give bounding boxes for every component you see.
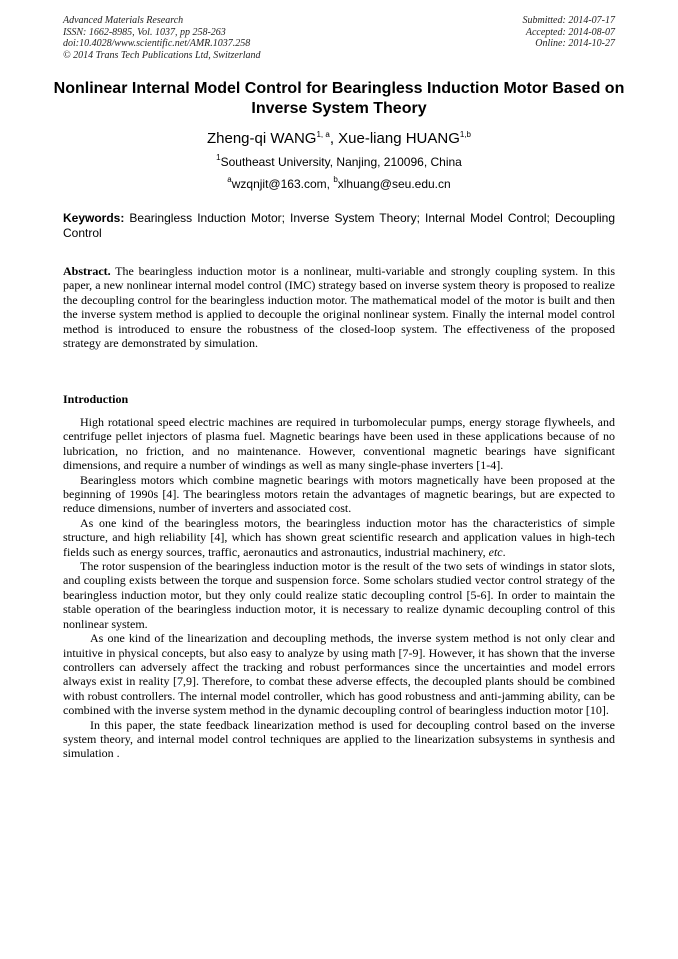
author-1-name: Zheng-qi WANG bbox=[206, 130, 317, 147]
keywords-block bbox=[63, 211, 615, 241]
author-2-name: Xue-liang HUANG bbox=[338, 130, 460, 147]
journal-info bbox=[63, 15, 261, 61]
affiliation-superscript: 1 bbox=[216, 153, 221, 162]
introduction-heading: Introduction bbox=[63, 392, 129, 406]
journal-name: Advanced Materials Research bbox=[63, 15, 184, 26]
paragraph-6: In this paper, the state feedback linearization method is used for decoupling control based on the inverse system theory, and internal model control techniques are applied to the linearization subsystems in synthesis and simulation . bbox=[63, 717, 615, 761]
email-b-superscript: b bbox=[333, 175, 338, 184]
paragraph-3-text: As one kind of the bearingless motors, the bearingless induction motor has the characteristics of simple structure, and high reliability [4], which has shown great scientific research and application values in high-tech fields such as energy sources, traffic, aeronautics and astronautics, industrial machinery, bbox=[63, 515, 615, 559]
abstract-text: The bearingless induction motor is a nonlinear, multi-variable and strongly coupling system. In this paper, a new nonlinear internal model control (IMC) strategy based on inverse system theory is proposed to realize the decoupling control for the bearingless induction motor. The mathematical model of the motor is built and then the inverse system method is applied to decouple the original nonlinear system. Finally the internal model control method is introduced to ensure the robustness of the closed-loop system. The effectiveness of the proposed strategy are demonstrated by simulation. bbox=[63, 264, 615, 351]
author-line bbox=[40, 130, 638, 148]
author-2-superscript: 1,b bbox=[459, 130, 471, 139]
copyright-line: © 2014 Trans Tech Publications Ltd, Switzerland bbox=[63, 49, 261, 61]
affiliation-text: Southeast University, Nanjing, 210096, China bbox=[220, 155, 462, 169]
author-separator: , bbox=[329, 130, 339, 147]
affiliation bbox=[40, 155, 638, 170]
paragraph-2: Bearingless motors which combine magnetic bearings with motors magnetically have been proposed at the beginning of 1990s [4]. The bearingless motors retain the advantages of magnetic bearings, but are expected to reduce dimensions, number of inverters and associated cost. bbox=[63, 472, 615, 516]
paragraph-5: As one kind of the linearization and decoupling methods, the inverse system method is not only clear and intuitive in physical concepts, but also easy to analyze by using math [7-9]. However, it has shown that the inverse controllers can adversely affect the tracking and robust performances since the uncertainties and model errors always exist in reality [7,9]. Therefore, to combat these adverse effects, the decoupled plants should be combined with robust controllers. The internal model controller, which has good robustness and anti-jamming ability, can be combined with the inverse system method in the dynamic decoupling control of bearingless induction motor [10]. bbox=[63, 631, 615, 718]
introduction-body bbox=[63, 415, 615, 761]
email-b[interactable]: xlhuang@seu.edu.cn bbox=[337, 177, 451, 191]
submitted-date: Submitted: 2014-07-17 bbox=[522, 15, 615, 26]
paragraph-4: The rotor suspension of the bearingless induction motor is the result of the two sets of windings in stator slots, and coupling exists between the torque and suspension force. Some scholars studied vector control strategy of the bearingless induction motor, but they only could realize static decoupling control [5-6]. In order to maintain the stable operation of the bearingless induction motor, it is necessary to realize dynamic decoupling control of this nonlinear system. bbox=[63, 559, 615, 631]
accepted-date: Accepted: 2014-08-07 bbox=[525, 26, 615, 38]
email-line bbox=[40, 177, 638, 192]
paper-title: Nonlinear Internal Model Control for Bearingless Induction Motor Based on Inverse System Theory bbox=[53, 80, 625, 117]
author-1-superscript: 1, a bbox=[316, 130, 330, 139]
abstract-block bbox=[63, 264, 615, 350]
doi-line: doi:10.4028/www.scientific.net/AMR.1037.258 bbox=[63, 38, 251, 49]
paragraph-1: High rotational speed electric machines are required in turbomolecular pumps, energy storage flywheels, and centrifuge pellet injectors of plasma fuel. Magnetic bearings have been used in these applications because of no lubrication, no friction, and no maintenance. However, conventional magnetic bearings have significant dimensions, and require a number of windings as well as many single-phase inverters [1-4]. bbox=[63, 415, 615, 473]
online-date: Online: 2014-10-27 bbox=[535, 38, 615, 49]
keywords-text: Bearingless Induction Motor; Inverse System Theory; Internal Model Control; Decoupling Control bbox=[63, 211, 615, 240]
abstract-label: Abstract. bbox=[63, 264, 111, 278]
publication-dates bbox=[523, 15, 616, 50]
email-a-superscript: a bbox=[227, 175, 232, 184]
issn-line: ISSN: 1662-8985, Vol. 1037, pp 258-263 bbox=[63, 26, 226, 38]
email-a[interactable]: wzqnjit@163.com, bbox=[231, 177, 334, 191]
paragraph-3-etc: etc bbox=[488, 544, 503, 559]
keywords-label: Keywords: bbox=[63, 211, 125, 225]
paragraph-3 bbox=[63, 516, 615, 559]
paragraph-3-end: . bbox=[502, 544, 506, 559]
